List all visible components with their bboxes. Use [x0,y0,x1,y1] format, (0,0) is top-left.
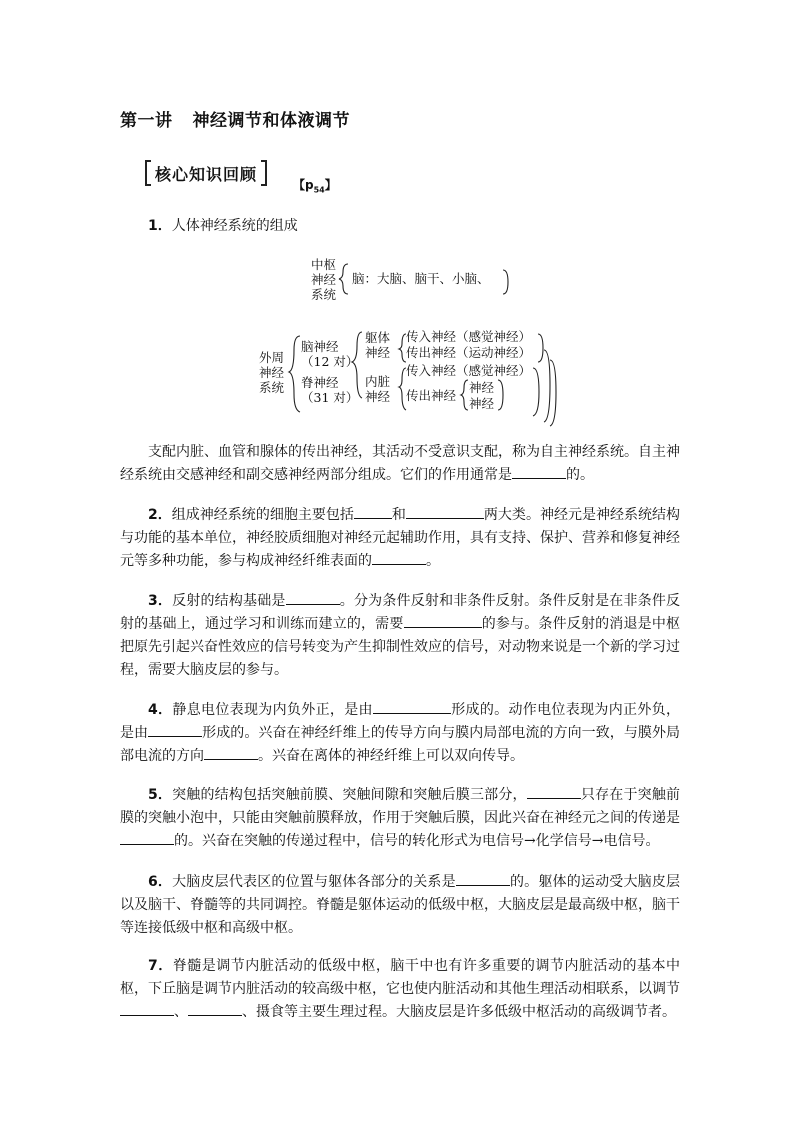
efferent-somatic: 传出神经（运动神经） [406,345,532,360]
blank-input[interactable] [120,1001,174,1016]
item-7-paragraph: 7．脊髓是调节内脏活动的低级中枢，脑干中也有许多重要的调节内脏活动的基本中枢，下丘脑是调节内脏活动的较高级中枢，它也使内脏活动和其他生理活动相联系，以调节、 、摄食等主要生理过程。大脑皮层是许多低级中枢活动的高级调节者。 [120,958,680,1020]
blank-input[interactable] [406,504,484,519]
page-reference: 【$p_{54}$】 [293,178,337,195]
efferent-sub-2: 神经 [469,396,495,411]
brain-components: 脑：大脑、脑干、小脑、 [352,271,490,286]
blank-input[interactable] [188,1001,242,1016]
central-label: 中枢 神经 系统 [311,257,337,302]
item-4-paragraph: 4．静息电位表现为内负外正，是由 形成的。动作电位表现为内正外负，是由 形成的。兴奋在神经纤维上的传导方向与膜内局部电流的方向一致，与膜外局部电流的方向 。兴奋在离体的神经纤维上可以双向传导。 [120,699,680,768]
blank-input[interactable] [286,590,340,605]
cranial-nerves: 脑神经 （12 对） [301,339,359,369]
section-label: 核心知识回顾 [155,164,258,184]
lecture-number: 第一讲 [120,111,173,131]
blank-input[interactable] [354,504,392,519]
afferent-somatic: 传入神经（感觉神经） [406,329,532,344]
item-5-paragraph: 5．突触的结构包括突触前膜、突触间隙和突触后膜三部分， 只存在于突触前膜的突触小泡中，只能由突触前膜释放，作用于突触后膜，因此兴奋在神经元之间的传递是的。兴奋在突触的传递过程中，信号的转化形式为电信号→化学信号→电信号。 [120,784,680,853]
lecture-topic: 神经调节和体液调节 [192,111,350,131]
blank-input[interactable] [456,871,510,886]
peripheral-label: 外周 神经 系统 [259,350,285,395]
item-6-paragraph: 6．大脑皮层代表区的位置与躯体各部分的关系是 的。躯体的运动受大脑皮层以及脑干、脊髓等的共同调控。脊髓是躯体运动的低级中枢，大脑皮层是最高级中枢，脑干等连接低级中枢和高级中枢。 [120,871,680,940]
diagram-braces [0,0,794,440]
blank-input[interactable] [120,830,174,845]
item-3-paragraph: 3．反射的结构基础是 。分为条件反射和非条件反射。条件反射是在非条件反射的基础上，通过学习和训练而建立的，需要 的参与。条件反射的消退是中枢把原先引起兴奋性效应的信号转变为产生抑制性效应的信号，对动物来说是一个新的学习过程，需要大脑皮层的参与。 [120,590,680,682]
blank-input[interactable] [404,613,482,628]
visceral-label: 内脏 神经 [365,374,391,404]
somatic-label: 躯体 神经 [365,330,391,360]
blank-input[interactable] [512,464,566,479]
spinal-nerves: 脊神经 （31 对） [301,375,359,405]
blank-input[interactable] [148,722,202,737]
autonomic-paragraph: 支配内脏、血管和腺体的传出神经，其活动不受意识支配，称为自主神经系统。自主神经系统由交感神经和副交感神经两部分组成。它们的作用通常是 的。 [120,444,680,483]
efferent-sub-1: 神经 [469,380,495,395]
item-2-paragraph: 2．组成神经系统的细胞主要包括 和 两大类。神经元是神经系统结构与功能的基本单位，神经胶质细胞对神经元起辅助作用，具有支持、保护、营养和修复神经元等多种功能，参与构成神经纤维表面的 。 [120,504,680,573]
blank-input[interactable] [204,745,258,760]
blank-input[interactable] [373,699,451,714]
efferent-visceral: 传出神经 [406,388,457,403]
item-1-heading: 1．人体神经系统的组成 [148,218,298,234]
blank-input[interactable] [527,784,581,799]
blank-input[interactable] [372,550,426,565]
afferent-visceral: 传入神经（感觉神经） [406,363,532,378]
